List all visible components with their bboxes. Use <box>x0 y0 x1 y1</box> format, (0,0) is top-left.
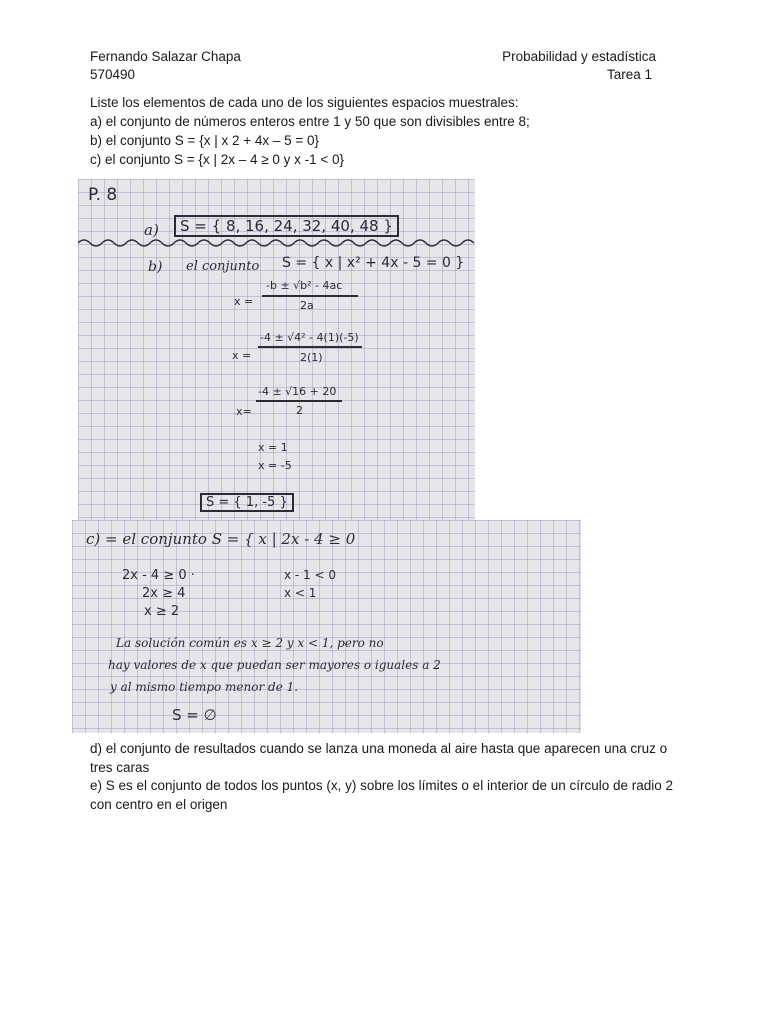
step1-numerator: -b ± √b² - 4ac <box>266 279 343 292</box>
instruction-text: Liste los elementos de cada uno de los siguientes espacios muestrales: <box>90 95 519 110</box>
c-left-2: 2x ≥ 4 <box>142 586 186 601</box>
item-d-text: d) el conjunto de resultados cuando se lanza una moneda al aire hasta que aparecen una cruz o tres caras <box>90 741 668 775</box>
step1-lhs: x = <box>234 295 254 308</box>
b-label: b) <box>148 259 163 275</box>
c-heading: c) = el conjunto S = { x | 2x - 4 ≥ 0 <box>86 530 356 548</box>
step1-fraction-bar <box>262 295 358 297</box>
handwritten-photo-ab <box>78 179 475 520</box>
course-name: Probabilidad y estadística <box>502 49 656 64</box>
handwritten-photo-c <box>72 520 581 733</box>
step2-denominator: 2(1) <box>300 351 323 364</box>
c-paragraph-line-3: y al mismo tiempo menor de 1. <box>110 680 299 694</box>
step3-numerator: -4 ± √16 + 20 <box>258 385 337 398</box>
b-set: S = { x | x² + 4x - 5 = 0 } <box>282 255 465 271</box>
c-paragraph-line-1: La solución común es x ≥ 2 y x < 1, pero no <box>116 636 384 650</box>
root-2: x = -5 <box>258 459 292 472</box>
step3-fraction-bar <box>256 400 342 402</box>
step2-fraction-bar <box>258 346 362 348</box>
student-id: 570490 <box>90 67 136 82</box>
item-c-text: c) el conjunto S = {x | 2x – 4 ≥ 0 y x -1 < 0} <box>90 152 345 167</box>
step3-lhs: x= <box>236 405 252 418</box>
step2-lhs: x = <box>232 349 252 362</box>
item-a-text: a) el conjunto de números enteros entre 1 y 50 que son divisibles entre 8; <box>90 114 530 129</box>
step3-denominator: 2 <box>296 404 303 417</box>
item-b-text: b) el conjunto S = {x | x 2 + 4x – 5 = 0} <box>90 133 320 148</box>
step2-numerator: -4 ± √4² - 4(1)(-5) <box>260 331 359 344</box>
c-right-2: x < 1 <box>284 586 317 600</box>
a-answer: S = { 8, 16, 24, 32, 40, 48 } <box>174 215 399 237</box>
c-right-1: x - 1 < 0 <box>284 568 337 582</box>
b-text: el conjunto <box>186 259 260 274</box>
a-label: a) <box>144 221 159 239</box>
c-left-1: 2x - 4 ≥ 0 · <box>122 568 195 583</box>
root-1: x = 1 <box>258 441 288 454</box>
step1-denominator: 2a <box>300 299 314 312</box>
c-answer: S = ∅ <box>172 706 217 724</box>
assignment-name: Tarea 1 <box>606 67 652 82</box>
wavy-divider <box>78 237 475 249</box>
c-paragraph-line-2: hay valores de x que puedan ser mayores o iguales a 2 <box>108 658 441 672</box>
c-left-3: x ≥ 2 <box>144 604 180 619</box>
item-e-text: e) S es el conjunto de todos los puntos (x, y) sobre los límites o el interior de un círculo de radio 2 con centro en el origen <box>90 778 674 812</box>
page-label: P. 8 <box>88 185 118 205</box>
b-answer: S = { 1, -5 } <box>200 493 294 512</box>
student-name: Fernando Salazar Chapa <box>90 49 241 64</box>
